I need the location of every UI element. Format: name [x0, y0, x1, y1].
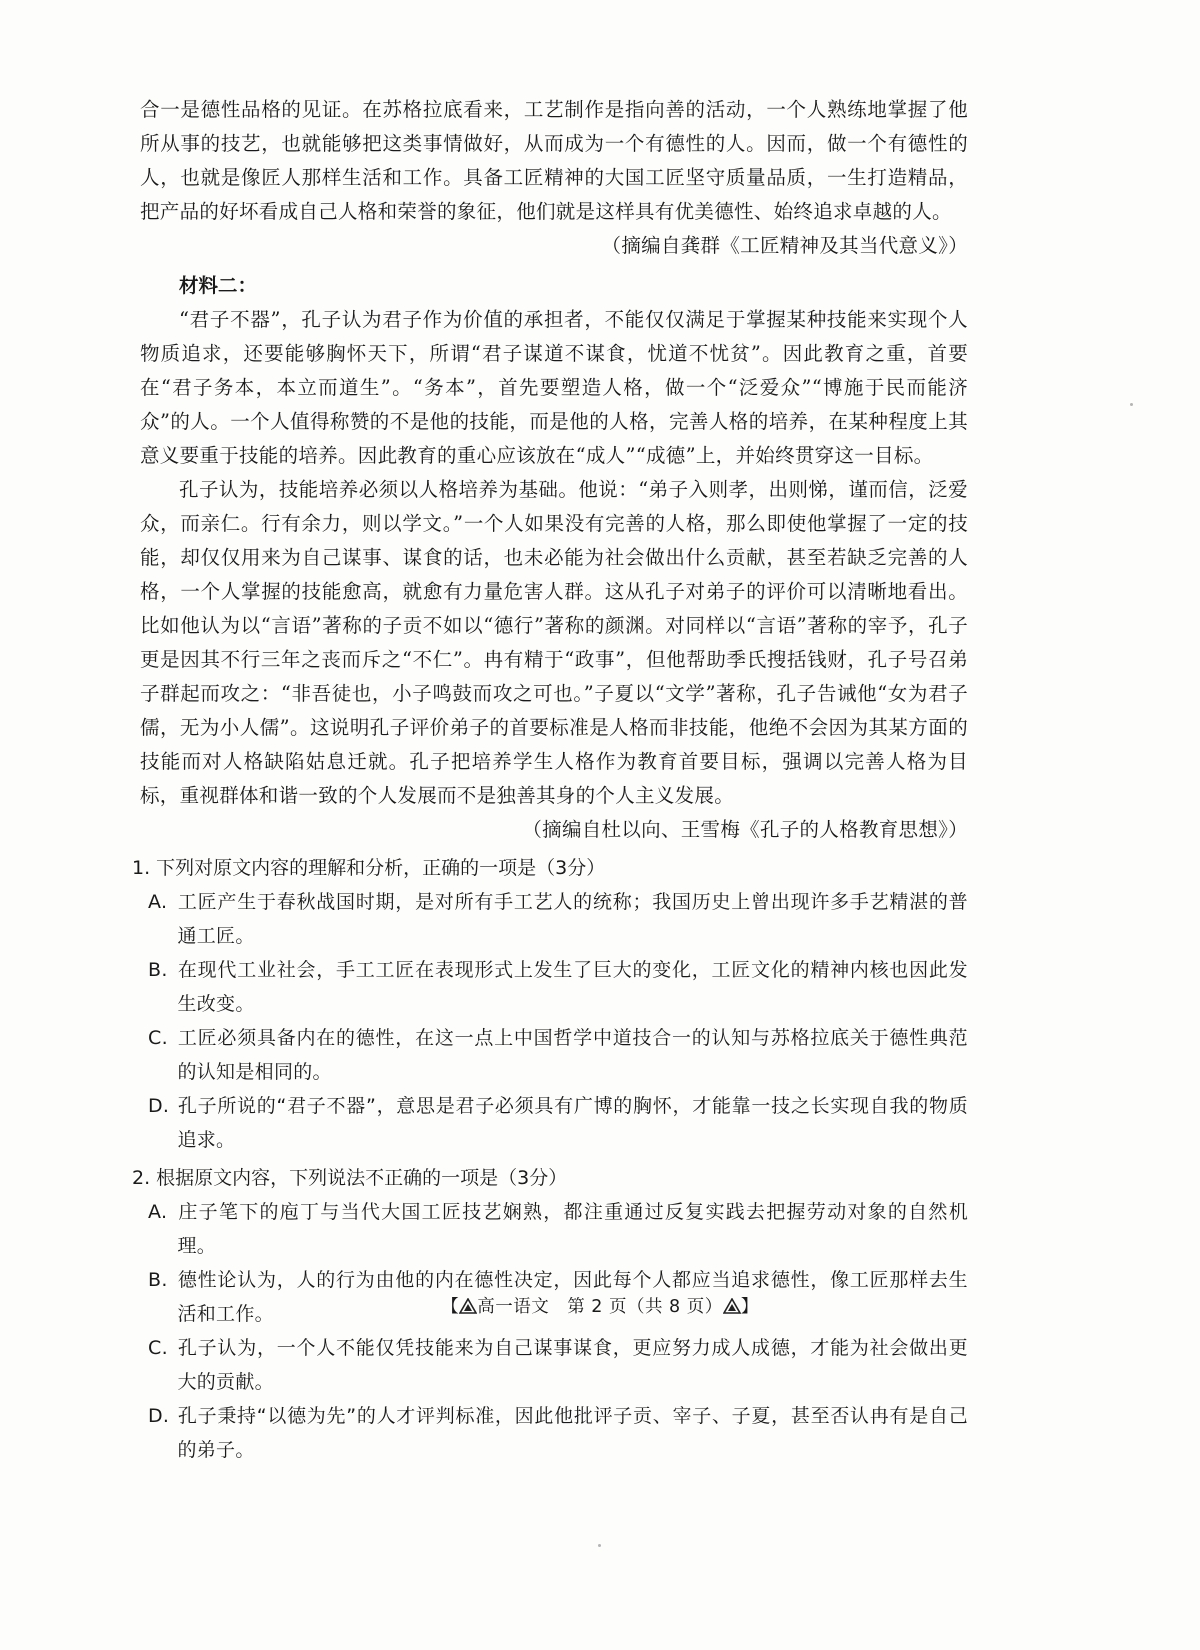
footer-text: 高一语文 第 2 页（共 8 页）	[477, 1297, 723, 1317]
option-text: 工匠产生于春秋战国时期，是对所有手工艺人的统称；我国历史上曾出现许多手艺精湛的普通工匠。	[177, 891, 968, 947]
option-letter: B.	[148, 959, 168, 981]
option-text: 孔子秉持“以德为先”的人才评判标准，因此他批评子贡、宰子、子夏，甚至否认冉有是自己的弟子。	[177, 1405, 968, 1461]
question-stem: 2. 根据原文内容，下列说法不正确的一项是（3分）	[132, 1167, 568, 1189]
option-text: 庄子笔下的庖丁与当代大国工匠技艺娴熟，都注重通过反复实践去把握劳动对象的自然机理。	[177, 1201, 968, 1257]
triangle-logo-icon	[723, 1298, 741, 1314]
option-text: 德性论认为，人的行为由他的内在德性决定，因此每个人都应当追求德性，像工匠那样去生活和工作。	[177, 1269, 968, 1325]
option-letter: B.	[148, 1269, 168, 1291]
page-content	[132, 93, 968, 1467]
option-text: 在现代工业社会，手工工匠在表现形式上发生了巨大的变化，工匠文化的精神内核也因此发生改变。	[177, 959, 968, 1015]
option-a[interactable]	[148, 885, 968, 953]
option-letter: C.	[148, 1027, 168, 1049]
option-letter: D.	[148, 1405, 170, 1427]
footer-bracket-open: 【	[441, 1297, 460, 1317]
triangle-logo-icon	[459, 1298, 477, 1314]
question-1	[132, 851, 968, 1157]
option-a[interactable]	[148, 1195, 968, 1263]
questions-section	[132, 851, 968, 1467]
option-text: 孔子所说的“君子不器”，意思是君子必须具有广博的胸怀，才能靠一技之长实现自我的物质追求。	[177, 1095, 968, 1151]
option-letter: A.	[148, 891, 168, 913]
option-c[interactable]	[148, 1331, 968, 1399]
material-2-paragraph-1: “君子不器”，孔子认为君子作为价值的承担者，不能仅仅满足于掌握某种技能来实现个人物质追求，还要能够胸怀天下，所谓“君子谋道不谋食，忧道不忧贫”。因此教育之重，首要在“君子务本，本立而道生”。“务本”，首先要塑造人格，做一个“泛爱众”“博施于民而能济众”的人。一个人值得称赞的不是他的技能，而是他的人格，完善人格的培养，在某种程度上其意义要重于技能的培养。因此教育的重心应该放在“成人”“成德”上，并始终贯穿这一目标。	[140, 308, 968, 467]
source-citation-2: （摘编自杜以向、王雪梅《孔子的人格教育思想》）	[522, 818, 968, 841]
option-text: 工匠必须具备内在的德性，在这一点上中国哲学中道技合一的认知与苏格拉底关于德性典范的认知是相同的。	[177, 1027, 968, 1083]
option-text: 孔子认为，一个人不能仅凭技能来为自己谋事谋食，更应努力成人成德，才能为社会做出更大的贡献。	[177, 1337, 968, 1393]
footer-bracket-close: 】	[740, 1297, 759, 1317]
option-d[interactable]	[148, 1089, 968, 1157]
scan-speck	[1130, 403, 1133, 406]
option-b[interactable]	[148, 953, 968, 1021]
material-2-heading: 材料二：	[179, 274, 258, 297]
option-letter: D.	[148, 1095, 170, 1117]
scan-speck	[598, 1544, 601, 1547]
option-letter: C.	[148, 1337, 168, 1359]
material-2-paragraph-2: 孔子认为，技能培养必须以人格培养为基础。他说：“弟子入则孝，出则悌，谨而信，泛爱众，而亲仁。行有余力，则以学文。”一个人如果没有完善的人格，那么即使他掌握了一定的技能，却仅仅用来为自己谋事、谋食的话，也未必能为社会做出什么贡献，甚至若缺乏完善的人格，一个人掌握的技能愈高，就愈有力量危害人群。这从孔子对弟子的评价可以清晰地看出。比如他认为以“言语”著称的子贡不如以“德行”著称的颜渊。对同样以“言语”著称的宰予，孔子更是因其不行三年之丧而斥之“不仁”。冉有精于“政事”，但他帮助季氏搜括钱财，孔子号召弟子群起而攻之：“非吾徒也，小子鸣鼓而攻之可也。”子夏以“文学”著称，孔子告诫他“女为君子儒，无为小人儒”。这说明孔子评价弟子的首要标准是人格而非技能，他绝不会因为其某方面的技能而对人格缺陷姑息迁就。孔子把培养学生人格作为教育首要目标，强调以完善人格为目标，重视群体和谐一致的个人发展而不是独善其身的个人主义发展。	[140, 478, 968, 807]
question-stem: 1. 下列对原文内容的理解和分析，正确的一项是（3分）	[132, 857, 606, 879]
passage-continuation: 合一是德性品格的见证。在苏格拉底看来，工艺制作是指向善的活动，一个人熟练地掌握了他所从事的技艺，也就能够把这类事情做好，从而成为一个有德性的人。因而，做一个有德性的人，也就是像匠人那样生活和工作。具备工匠精神的大国工匠坚守质量品质，一生打造精品，把产品的好坏看成自己人格和荣誉的象征，他们就是这样具有优美德性、始终追求卓越的人。	[140, 98, 968, 223]
option-d[interactable]	[148, 1399, 968, 1467]
page-footer	[0, 1293, 1200, 1318]
source-citation-1: （摘编自龚群《工匠精神及其当代意义》）	[601, 234, 968, 257]
option-letter: A.	[148, 1201, 168, 1223]
option-c[interactable]	[148, 1021, 968, 1089]
